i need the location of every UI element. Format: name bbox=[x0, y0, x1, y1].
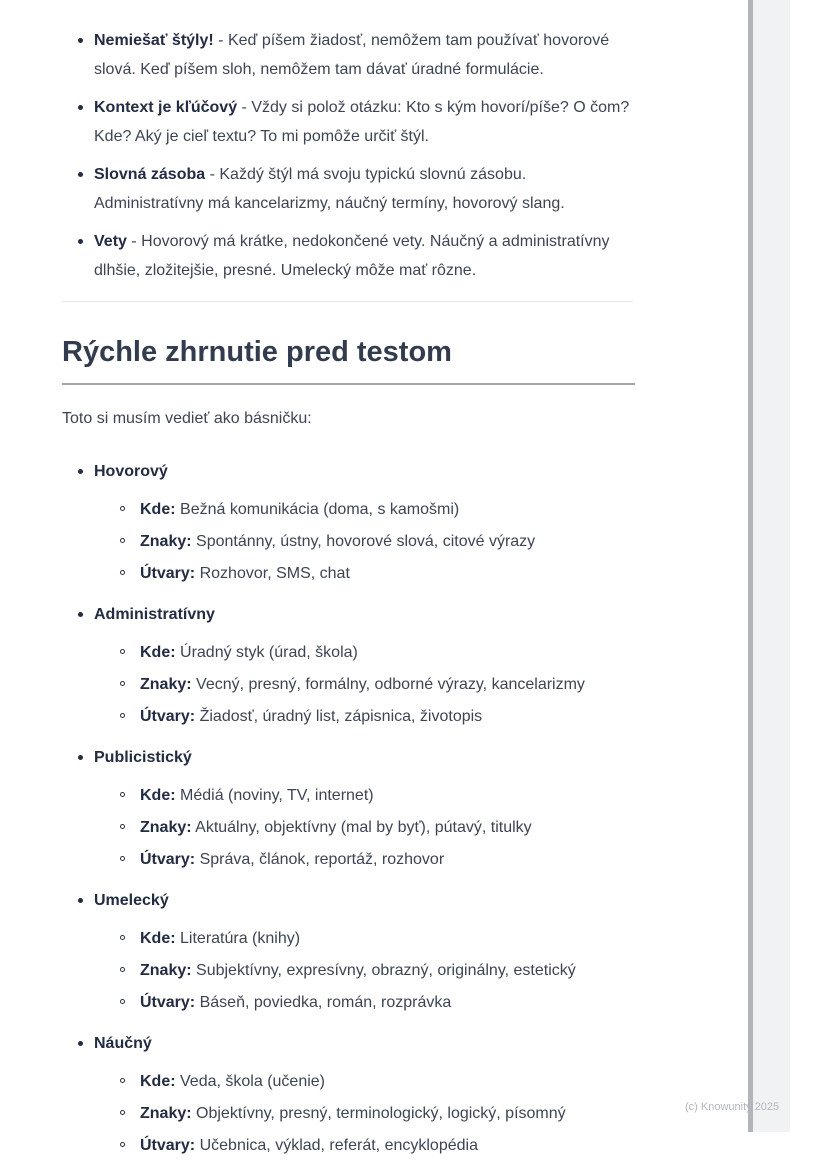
style-name: Administratívny bbox=[94, 606, 215, 623]
bullet-icon bbox=[78, 612, 83, 617]
summary-list bbox=[62, 457, 635, 1160]
detail-label: Kde: bbox=[140, 787, 176, 804]
style-name: Hovorový bbox=[94, 463, 168, 480]
list-item-desc: - Hovorový má krátke, nedokončené vety. Náučný a administratívny dlhšie, zložitejšie, presné. Umelecký môže mať rôzne. bbox=[94, 233, 610, 279]
style-group bbox=[62, 1029, 635, 1160]
detail-label: Kde: bbox=[140, 930, 176, 947]
style-name: Náučný bbox=[94, 1035, 152, 1052]
list-item bbox=[62, 227, 635, 285]
bullet-icon bbox=[78, 105, 83, 110]
detail-text: Spontánny, ústny, hovorové slová, citové výrazy bbox=[196, 533, 536, 550]
style-detail-item bbox=[62, 845, 635, 874]
detail-label: Útvary: bbox=[140, 851, 196, 868]
list-item-term: Kontext je kľúčový bbox=[94, 99, 238, 116]
list-item-text bbox=[94, 26, 635, 84]
bullet-icon bbox=[78, 38, 83, 43]
style-detail-item bbox=[62, 1099, 635, 1128]
detail-label: Znaky: bbox=[140, 676, 192, 693]
circle-bullet-icon bbox=[120, 570, 125, 575]
list-item bbox=[62, 160, 635, 218]
circle-bullet-icon bbox=[120, 967, 125, 972]
detail-label: Kde: bbox=[140, 501, 176, 518]
scrollbar[interactable] bbox=[748, 0, 753, 1132]
intro-text: Toto si musím vedieť ako básničku: bbox=[62, 410, 312, 427]
detail-text: Médiá (noviny, TV, internet) bbox=[180, 787, 374, 804]
bullet-icon bbox=[78, 1041, 83, 1046]
detail-label: Znaky: bbox=[140, 962, 192, 979]
detail-text: Správa, článok, reportáž, rozhovor bbox=[199, 851, 445, 868]
circle-bullet-icon bbox=[120, 538, 125, 543]
detail-label: Znaky: bbox=[140, 1105, 192, 1122]
bullet-icon bbox=[78, 172, 83, 177]
detail-label: Útvary: bbox=[140, 1137, 196, 1154]
detail-label: Kde: bbox=[140, 1073, 176, 1090]
list-item bbox=[62, 93, 635, 151]
section-heading: Rýchle zhrnutie pred testom bbox=[62, 333, 635, 385]
style-detail-item bbox=[62, 670, 635, 699]
list-item-desc: - Každý štýl má svoju typickú slovnú zásobu. Administratívny má kancelarizmy, náučný termíny, hovorový slang. bbox=[94, 166, 565, 212]
bullet-icon bbox=[78, 898, 83, 903]
style-name-item bbox=[62, 457, 635, 486]
bullet-icon bbox=[78, 469, 83, 474]
list-item-text bbox=[94, 227, 635, 285]
detail-label: Útvary: bbox=[140, 708, 196, 725]
detail-text: Subjektívny, expresívny, obrazný, originálny, estetický bbox=[196, 962, 576, 979]
list-item bbox=[62, 26, 635, 84]
detail-text: Objektívny, presný, terminologický, logický, písomný bbox=[196, 1105, 566, 1122]
style-detail-item bbox=[62, 781, 635, 810]
style-detail-item bbox=[62, 988, 635, 1017]
list-item-term: Nemiešať štýly! bbox=[94, 32, 214, 49]
style-detail-item bbox=[62, 956, 635, 985]
circle-bullet-icon bbox=[120, 856, 125, 861]
detail-text: Rozhovor, SMS, chat bbox=[199, 565, 350, 582]
detail-text: Veda, škola (učenie) bbox=[180, 1073, 325, 1090]
style-name-item bbox=[62, 600, 635, 629]
detail-text: Úradný styk (úrad, škola) bbox=[180, 644, 358, 661]
style-detail-item bbox=[62, 638, 635, 667]
style-group bbox=[62, 600, 635, 731]
detail-label: Útvary: bbox=[140, 565, 196, 582]
detail-label: Útvary: bbox=[140, 994, 196, 1011]
detail-label: Kde: bbox=[140, 644, 176, 661]
list-item-term: Vety bbox=[94, 233, 127, 250]
circle-bullet-icon bbox=[120, 824, 125, 829]
list-item-desc: - Vždy si polož otázku: Kto s kým hovorí/píše? O čom? Kde? Aký je cieľ textu? To mi pomôže určiť štýl. bbox=[94, 99, 630, 145]
style-group bbox=[62, 886, 635, 1017]
document-content bbox=[62, 0, 635, 1171]
style-detail-item bbox=[62, 1067, 635, 1096]
detail-text: Žiadosť, úradný list, zápisnica, životopis bbox=[199, 708, 483, 725]
style-name-item bbox=[62, 1029, 635, 1058]
bullet-icon bbox=[78, 239, 83, 244]
style-name: Umelecký bbox=[94, 892, 169, 909]
bullet-icon bbox=[78, 755, 83, 760]
tips-list bbox=[62, 26, 635, 285]
style-group bbox=[62, 457, 635, 588]
section-divider bbox=[62, 301, 633, 302]
style-detail-item bbox=[62, 559, 635, 588]
detail-label: Znaky: bbox=[140, 533, 192, 550]
detail-text: Literatúra (knihy) bbox=[180, 930, 301, 947]
detail-text: Bežná komunikácia (doma, s kamošmi) bbox=[180, 501, 460, 518]
list-item-term: Slovná zásoba bbox=[94, 166, 206, 183]
style-detail-item bbox=[62, 924, 635, 953]
page-margin-strip bbox=[753, 0, 790, 1132]
circle-bullet-icon bbox=[120, 713, 125, 718]
circle-bullet-icon bbox=[120, 792, 125, 797]
circle-bullet-icon bbox=[120, 1142, 125, 1147]
list-item-text bbox=[94, 93, 635, 151]
detail-text: Báseň, poviedka, román, rozprávka bbox=[199, 994, 452, 1011]
style-detail-item bbox=[62, 813, 635, 842]
style-detail-item bbox=[62, 702, 635, 731]
detail-label: Znaky: bbox=[140, 819, 192, 836]
style-name-item bbox=[62, 886, 635, 915]
circle-bullet-icon bbox=[120, 999, 125, 1004]
detail-text: Aktuálny, objektívny (mal by byť), pútavý, titulky bbox=[195, 819, 532, 836]
circle-bullet-icon bbox=[120, 1078, 125, 1083]
style-group bbox=[62, 743, 635, 874]
list-item-text bbox=[94, 160, 635, 218]
circle-bullet-icon bbox=[120, 649, 125, 654]
circle-bullet-icon bbox=[120, 935, 125, 940]
style-name: Publicistický bbox=[94, 749, 192, 766]
style-detail-item bbox=[62, 1131, 635, 1160]
detail-text: Vecný, presný, formálny, odborné výrazy, kancelarizmy bbox=[196, 676, 585, 693]
copyright-watermark: (c) Knowunity 2025 bbox=[685, 1101, 780, 1113]
list-item-desc: - Keď píšem žiadosť, nemôžem tam používať hovorové slová. Keď píšem sloh, nemôžem tam dávať úradné formulácie. bbox=[94, 32, 610, 78]
style-detail-item bbox=[62, 495, 635, 524]
circle-bullet-icon bbox=[120, 681, 125, 686]
circle-bullet-icon bbox=[120, 506, 125, 511]
style-name-item bbox=[62, 743, 635, 772]
style-detail-item bbox=[62, 527, 635, 556]
detail-text: Učebnica, výklad, referát, encyklopédia bbox=[199, 1137, 478, 1154]
circle-bullet-icon bbox=[120, 1110, 125, 1115]
